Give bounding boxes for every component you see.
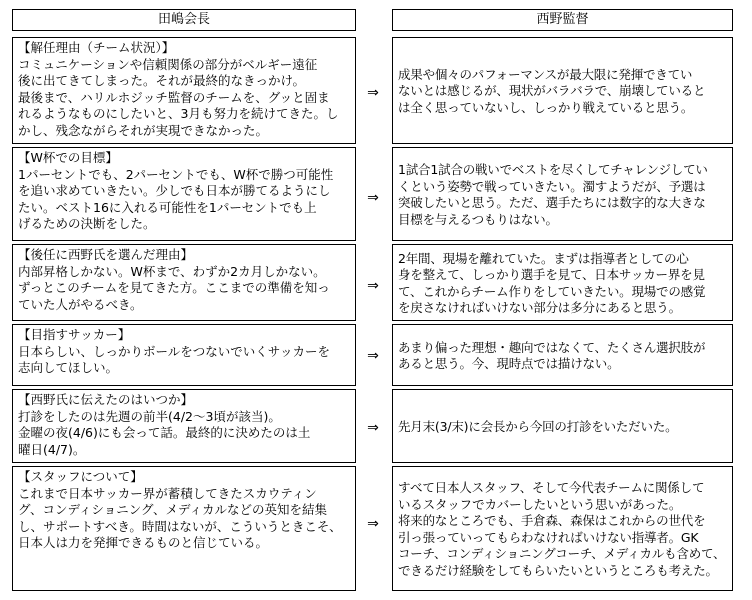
nishino-cell-3 [392, 244, 733, 321]
nishino-text-line: 引っ張っていってもらわなければいけない指導者。GK [398, 529, 699, 545]
nishino-text-line: コーチ、コンディショニングコーチ、メディカルも含めて、 [398, 546, 726, 561]
topic-heading: 【後任に西野氏を選んだ理由】 [18, 247, 194, 262]
topic-heading: 【解任理由（チーム状況）】 [18, 40, 175, 55]
nishino-text-line: 1試合1試合の戦いでベストを尽くしてチャレンジしてい [398, 162, 708, 177]
header-tajima: 田嶋会長 [12, 9, 356, 31]
nishino-text-line: ないとは感じるが、現状がバラバラで、崩壊していると [398, 83, 706, 99]
nishino-text-line: 目標を与えるつもりはない。 [398, 211, 558, 227]
nishino-text-line: あまり偏った理想・趣向ではなくて、たくさん選択肢が [398, 339, 706, 355]
tajima-text-line: げるための決断をした。 [18, 216, 156, 231]
nishino-text-block [398, 392, 728, 435]
nishino-text-block [398, 327, 728, 373]
nishino-text-block [398, 40, 728, 116]
nishino-cell-6 [392, 466, 733, 591]
topic-heading: 【W杯での目標】 [18, 150, 118, 165]
nishino-text-line: て、これからチーム作りをしていきたい。現場での感覚 [398, 283, 706, 299]
topic-heading: 【西野氏に伝えたのはいつか】 [18, 392, 194, 407]
nishino-text-line: 2年間、現場を離れていた。まずは指導者としての心 [398, 250, 689, 266]
tajima-text-line: 打診をしたのは先週の前半(4/2～3頃が該当)。 [18, 408, 281, 424]
tajima-text-line: 志向してほしい。 [18, 360, 119, 375]
nishino-text-line: くという姿勢で戦っていきたい。濁すようだが、予選は [398, 178, 706, 194]
nishino-cell-1 [392, 37, 733, 144]
right-arrow-icon: ⇒ [367, 516, 379, 532]
nishino-text-block [398, 469, 728, 579]
nishino-cell-4 [392, 324, 733, 386]
tajima-text-line: れるようなものにしたいと、3月も努力を続けてきた。し [18, 106, 339, 121]
nishino-text-block [398, 150, 728, 228]
tajima-text-line: し、サポートすべき。時間はないが、こういうときこそ、 [18, 518, 342, 534]
nishino-text-line: 突破したいと思う。ただ、選手たちには数字的な大きな [398, 195, 706, 210]
tajima-text-line: これまで日本サッカー界が蓄積してきたスカウティン [18, 485, 317, 501]
tajima-text-line: を追い求めていきたい。少しでも日本が勝てるようにし [18, 183, 331, 198]
topic-heading: 【目指すサッカー】 [18, 327, 131, 342]
nishino-text-line: を戻さなければいけない部分は多分にあると思う。 [398, 300, 681, 315]
tajima-text-line: 金曜の夜(4/6)にも会って話。最終的に決めたのは土 [18, 425, 311, 440]
tajima-text-line: ずっとこのチームを見てきた方。ここまでの準備を知っ [18, 280, 330, 295]
topic-heading: 【スタッフについて】 [18, 469, 143, 484]
tajima-text-line: 後に出てきてしまった。それが最終的なきっかけ。 [18, 73, 306, 88]
tajima-text-line: 日本らしい、しっかりボールをつないでいくサッカーを [18, 343, 331, 359]
right-arrow-icon: ⇒ [367, 278, 379, 294]
tajima-text-line: ていた人がやるべき。 [18, 296, 143, 312]
tajima-text-line: コミュニケーションや信頼関係の部分がベルギー遠征 [18, 56, 318, 72]
right-arrow-icon: ⇒ [367, 85, 379, 101]
right-arrow-icon: ⇒ [367, 190, 379, 206]
nishino-text-block [398, 247, 728, 317]
tajima-text-line: 曜日(4/7)。 [18, 441, 86, 457]
nishino-text-line: 将来的なところでも、手倉森、森保はこれからの世代を [398, 513, 706, 528]
tajima-text-line: かし、残念ながらそれが実現できなかった。 [18, 122, 269, 138]
nishino-text-line: 成果や個々のパフォーマンスが最大限に発揮できてい [398, 66, 693, 82]
nishino-text-line: すべて日本人スタッフ、そして今代表チームに関係して [398, 480, 705, 495]
nishino-text-line: いるスタッフでカバーしたいという思いがあった。 [398, 496, 682, 512]
nishino-text-line: 先月末(3/末)に会長から今回の打診をいただいた。 [398, 418, 678, 434]
nishino-cell-5 [392, 389, 733, 463]
tajima-text-line: たい。ベスト16に入れる可能性を1パーセントでも上 [18, 199, 317, 215]
header-nishino: 西野監督 [392, 9, 733, 31]
tajima-cell-5 [12, 389, 356, 463]
tajima-text-line: グ、コンディショニング、メディカルなどの英知を結集 [18, 502, 328, 517]
tajima-text-line: 最後まで、ハリルホジッチ監督のチームを、グッと固ま [18, 89, 330, 105]
nishino-text-line: は全く思っていないし、しっかり戦えていると思う。 [398, 99, 694, 115]
tajima-cell-2 [12, 147, 356, 241]
tajima-cell-4 [12, 324, 356, 386]
tajima-cell-3 [12, 244, 356, 321]
nishino-text-line: できるだけ経験をしてもらいたいというところも考えた。 [398, 562, 718, 578]
nishino-text-line: あると思う。今、現時点では描けない。 [398, 356, 620, 371]
tajima-text-line: 日本人は力を発揮できるものと信じている。 [18, 535, 269, 550]
nishino-text-line: 身を整えて、しっかり選手を見て、日本サッカー界を見 [398, 267, 705, 282]
right-arrow-icon: ⇒ [367, 420, 379, 436]
tajima-text-line: 1パーセントでも、2パーセントでも、W杯で勝つ可能性 [18, 166, 334, 182]
nishino-cell-2 [392, 147, 733, 241]
tajima-cell-6 [12, 466, 356, 591]
tajima-cell-1 [12, 37, 356, 144]
right-arrow-icon: ⇒ [367, 348, 379, 364]
tajima-text-line: 内部昇格しかない。W杯まで、わずか2カ月しかない。 [18, 263, 326, 279]
